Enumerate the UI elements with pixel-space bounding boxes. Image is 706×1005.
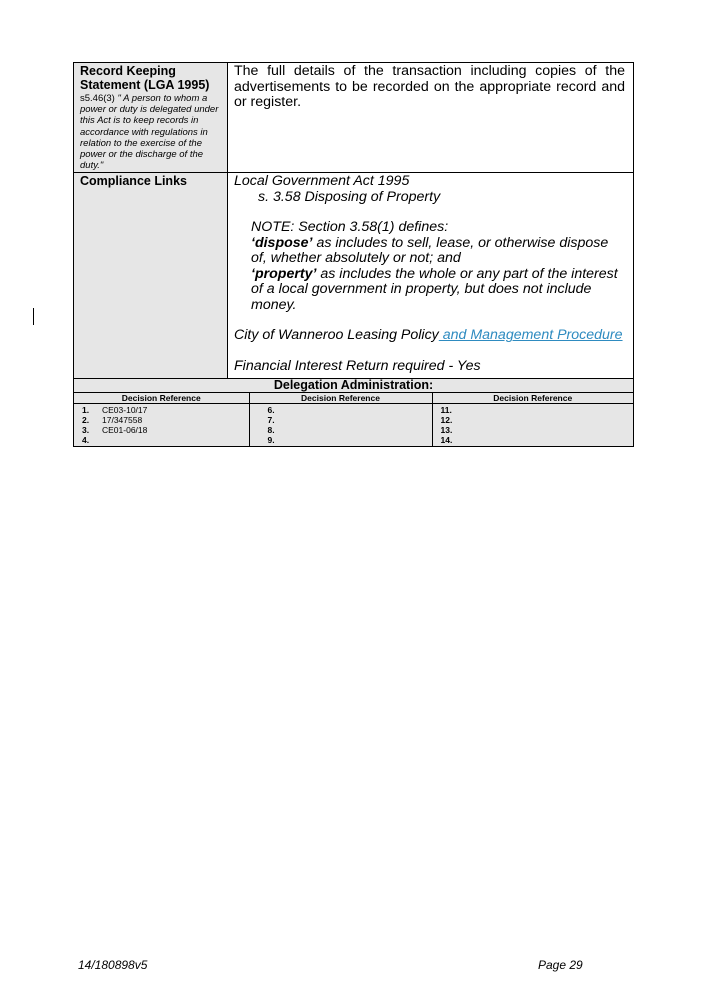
decision-item: 11. [440, 405, 452, 416]
decision-item: 14. [440, 435, 453, 446]
decision-column-3 [432, 404, 633, 447]
decision-reference-table [74, 393, 633, 446]
management-procedure-link[interactable]: and Management Procedure [438, 327, 623, 344]
financial-interest-return: Financial Interest Return required - Yes [234, 357, 481, 374]
decision-item: 3. CE01-06/18 [82, 425, 148, 436]
admin-heading-row [74, 379, 634, 393]
delegation-table [73, 62, 634, 447]
decision-reference-header-2: Decision Reference [249, 393, 432, 404]
property-term: ‘property’ [251, 265, 317, 282]
page-number: Page 29 [538, 958, 583, 972]
compliance-content [228, 173, 634, 379]
property-definition-text: as includes the whole or any part of the interest of a local government in property, but does not include money. [251, 265, 618, 313]
compliance-section: s. 3.58 Disposing of Property [258, 188, 441, 205]
compliance-note: NOTE: Section 3.58(1) defines: [251, 219, 449, 236]
policy-text: City of Wanneroo Leasing Policy [234, 327, 439, 344]
decision-item: 2. 17/347558 [82, 415, 143, 426]
record-keeping-section: s5.46(3) [80, 93, 115, 104]
decision-item: 1. CE03-10/17 [82, 405, 148, 416]
compliance-label-cell [74, 173, 228, 379]
dispose-definition-text: as includes to sell, lease, or otherwise dispose of, whether absolutely or not; and [251, 234, 609, 267]
decision-reference-header-1: Decision Reference [74, 393, 249, 404]
decision-reference-header-3: Decision Reference [432, 393, 633, 404]
compliance-dispose-definition [234, 236, 625, 267]
decision-reference-header [74, 393, 633, 404]
compliance-title: Compliance Links [80, 174, 187, 189]
admin-heading: Delegation Administration: [74, 379, 634, 393]
compliance-act: Local Government Act 1995 [234, 173, 410, 190]
decision-item: 9. [267, 435, 275, 446]
record-keeping-title: Record Keeping Statement (LGA 1995) [80, 64, 210, 92]
decision-reference-body [74, 404, 633, 447]
decision-column-1 [74, 404, 249, 447]
compliance-row [74, 173, 634, 379]
dispose-term: ‘dispose’ [251, 234, 313, 251]
compliance-property-definition [234, 267, 625, 314]
decision-item: 4. [82, 435, 90, 446]
record-keeping-row [74, 63, 634, 173]
admin-grid-row [74, 393, 634, 447]
decision-item: 7. [267, 415, 275, 426]
compliance-policy [234, 328, 625, 344]
record-keeping-content: The full details of the transaction including copies of the advertisements to be recorded on the appropriate record and or register. [228, 63, 634, 173]
document-id: 14/180898v5 [78, 958, 148, 972]
record-keeping-label-cell [74, 63, 228, 173]
record-keeping-quote-text: " A person to whom a power or duty is delegated under this Act is to keep records in accordance with regulations in relation to the exercise of the power or the discharge of the duty." [80, 93, 219, 172]
revision-change-bar [33, 308, 34, 325]
decision-item: 6. [267, 405, 275, 416]
decision-column-2 [249, 404, 432, 447]
record-keeping-quote [80, 93, 221, 171]
decision-item: 13. [440, 425, 453, 436]
decision-item: 8. [267, 425, 275, 436]
decision-item: 12. [440, 415, 453, 426]
